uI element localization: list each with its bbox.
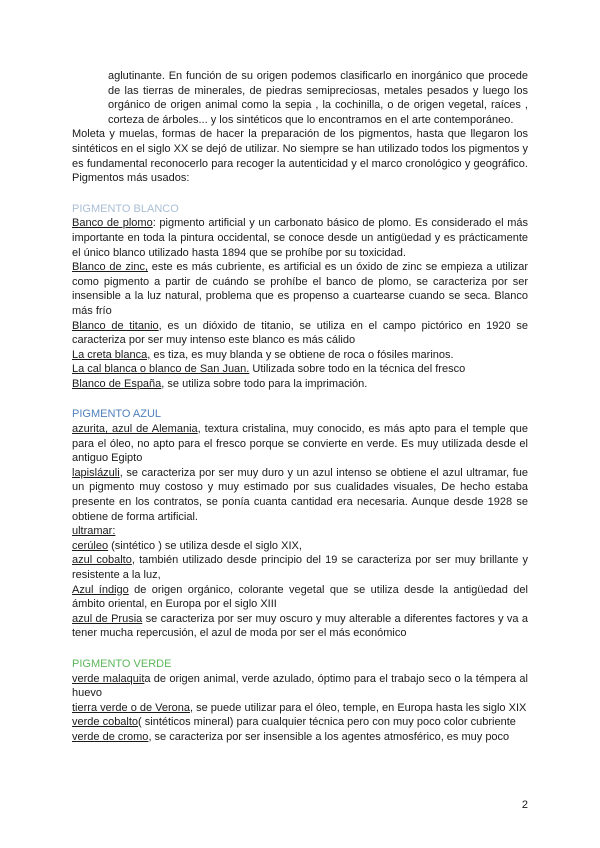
pigment-term: azurita, azul de Alemania	[72, 423, 198, 436]
pigment-entry	[72, 583, 528, 612]
pigment-description: , también utilizado desde principio del 19 se caracteriza por ser muy brillante y resistente a la luz,	[72, 554, 528, 581]
pigment-term: azul de Prusia	[72, 612, 143, 625]
pigment-entry	[72, 362, 528, 377]
document-page	[72, 69, 528, 745]
pigment-entry	[72, 377, 528, 392]
pigment-description: a de origen animal, verde azulado, óptimo para el trabajo seco o la témpera al huevo	[72, 672, 528, 700]
pigment-entry	[72, 422, 528, 466]
pigment-entry	[72, 672, 528, 701]
intro-paragraph-2: Moleta y muelas, formas de hacer la preparación de los pigmentos, hasta que llegaron los sintéticos en el siglo XX se dejó de utilizar. No siempre se han utilizado todos los pigmentos y es fundamental reconocerlo para recoger la autenticidad y el marco cronológico y geográfico. Pigmentos más usados:	[72, 128, 528, 185]
pigment-description: es tiza, es muy blanda y se obtiene de roca o fósiles marinos.	[150, 348, 454, 361]
pigment-term: lapislázuli	[72, 466, 120, 479]
pigment-description: : pigmento artificial y un carbonato básico de plomo. Es considerado el más importante en toda la pintura occidental, se conoce desde un antigüedad y es prácticamente el único blanco utilizado hasta 1894 que se prohíbe por su toxicidad.	[72, 217, 528, 259]
pigment-description: se puede utilizar para el óleo, temple, en Europa hasta les siglo XIX	[193, 701, 527, 714]
section-blanco	[72, 216, 528, 391]
pigment-description: , es un dióxido de titanio, se utiliza en el campo pictórico en 1920 se caracteriza por ser muy intenso este blanco es más cálido	[72, 319, 528, 347]
pigment-entry	[72, 216, 528, 260]
section-azul	[72, 422, 528, 641]
pigment-entry	[72, 524, 528, 539]
section-verde	[72, 672, 528, 745]
pigment-entry	[72, 730, 528, 745]
pigment-term: La cal blanca o blanco de San Juan.	[72, 363, 250, 376]
pigment-description: , textura cristalina, muy conocido, es más apto para el temple que para el óleo, no apto para el fresco porque se convierte en verde. Es muy utilizada desde el antiguo Egipto	[72, 423, 528, 465]
section-heading-verde: PIGMENTO VERDE	[72, 657, 172, 670]
intro-paragraph-1: aglutinante. En función de su origen podemos clasificarlo en inorgánico que procede de las tierras de minerales, de piedras semipreciosas, metales pesados y luego los orgánico de origen animal como la sepia , la cochinilla, o de origen vegetal, raíces , corteza de árboles... y los sintéticos que lo encontramos en el arte contemporáneo.	[108, 70, 528, 126]
pigment-term: cerúleo	[72, 539, 109, 552]
pigment-entry	[72, 612, 528, 641]
pigment-entry	[72, 539, 528, 554]
pigment-description: este es más cubriente, es artificial es un óxido de zinc se empieza a utilizar como pigmento a partir de cuándo se prohíbe el banco de plomo, se caracteriza por ser insensible a la luz natural, problema que es propenso a cuartearse cuando se seca. Blanco más frío	[72, 261, 528, 317]
section-heading-blanco: PIGMENTO BLANCO	[72, 202, 179, 215]
pigment-term: verde de cromo	[72, 730, 149, 743]
pigment-description: ( sintéticos mineral) para cualquier técnica pero con muy poco color cubriente	[138, 716, 516, 729]
pigment-description: , se caracteriza por ser muy duro y un azul intenso se obtiene el azul ultramar, fue un pigmento muy costoso y muy estimado por sus cualidades visuales, De hecho estaba presente en los contratos, se ponía cuanta cantidad era necesaria. Aunque desde 1928 se obtiene de forma artificial.	[72, 466, 528, 523]
pigment-term: verde malaquit	[72, 672, 145, 685]
pigment-description: Utilizada sobre todo en la técnica del fresco	[249, 363, 466, 376]
section-heading-azul: PIGMENTO AZUL	[72, 408, 162, 421]
pigment-term: tierra verde o de Verona,	[72, 701, 194, 714]
page-number: 2	[521, 799, 528, 811]
pigment-entry	[72, 319, 528, 348]
pigment-description: de origen orgánico, colorante vegetal que se utiliza desde la antigüedad del ámbito oriental, en Europa por el siglo XIII	[72, 583, 528, 611]
pigment-entry	[72, 348, 528, 363]
pigment-term: La creta blanca,	[72, 348, 151, 361]
pigment-term: verde cobalto	[72, 716, 139, 729]
pigment-term: Banco de plomo	[72, 217, 153, 230]
pigment-term: azul cobalto	[72, 554, 132, 567]
pigment-term: Blanco de España	[72, 377, 162, 390]
pigment-entry	[72, 553, 528, 582]
pigment-entry	[72, 715, 528, 730]
pigment-entry	[72, 701, 528, 716]
pigment-description: , se caracteriza por ser insensible a los agentes atmosférico, es muy poco	[148, 730, 510, 743]
pigment-description: , se utiliza sobre todo para la imprimación.	[161, 377, 368, 390]
pigment-term: Blanco de zinc,	[72, 261, 149, 274]
pigment-description: se caracteriza por ser muy oscuro y muy alterable a diferentes factores y va a tener mucha repercusión, el azul de moda por ser el más económico	[72, 612, 528, 640]
pigment-entry	[72, 466, 528, 524]
pigment-term: Blanco de titanio	[72, 319, 159, 332]
pigment-description: (sintético ) se utiliza desde el siglo XIX,	[108, 539, 302, 552]
pigment-entry	[72, 260, 528, 318]
pigment-term: Azul índigo	[72, 583, 129, 596]
pigment-term: ultramar:	[72, 525, 116, 538]
